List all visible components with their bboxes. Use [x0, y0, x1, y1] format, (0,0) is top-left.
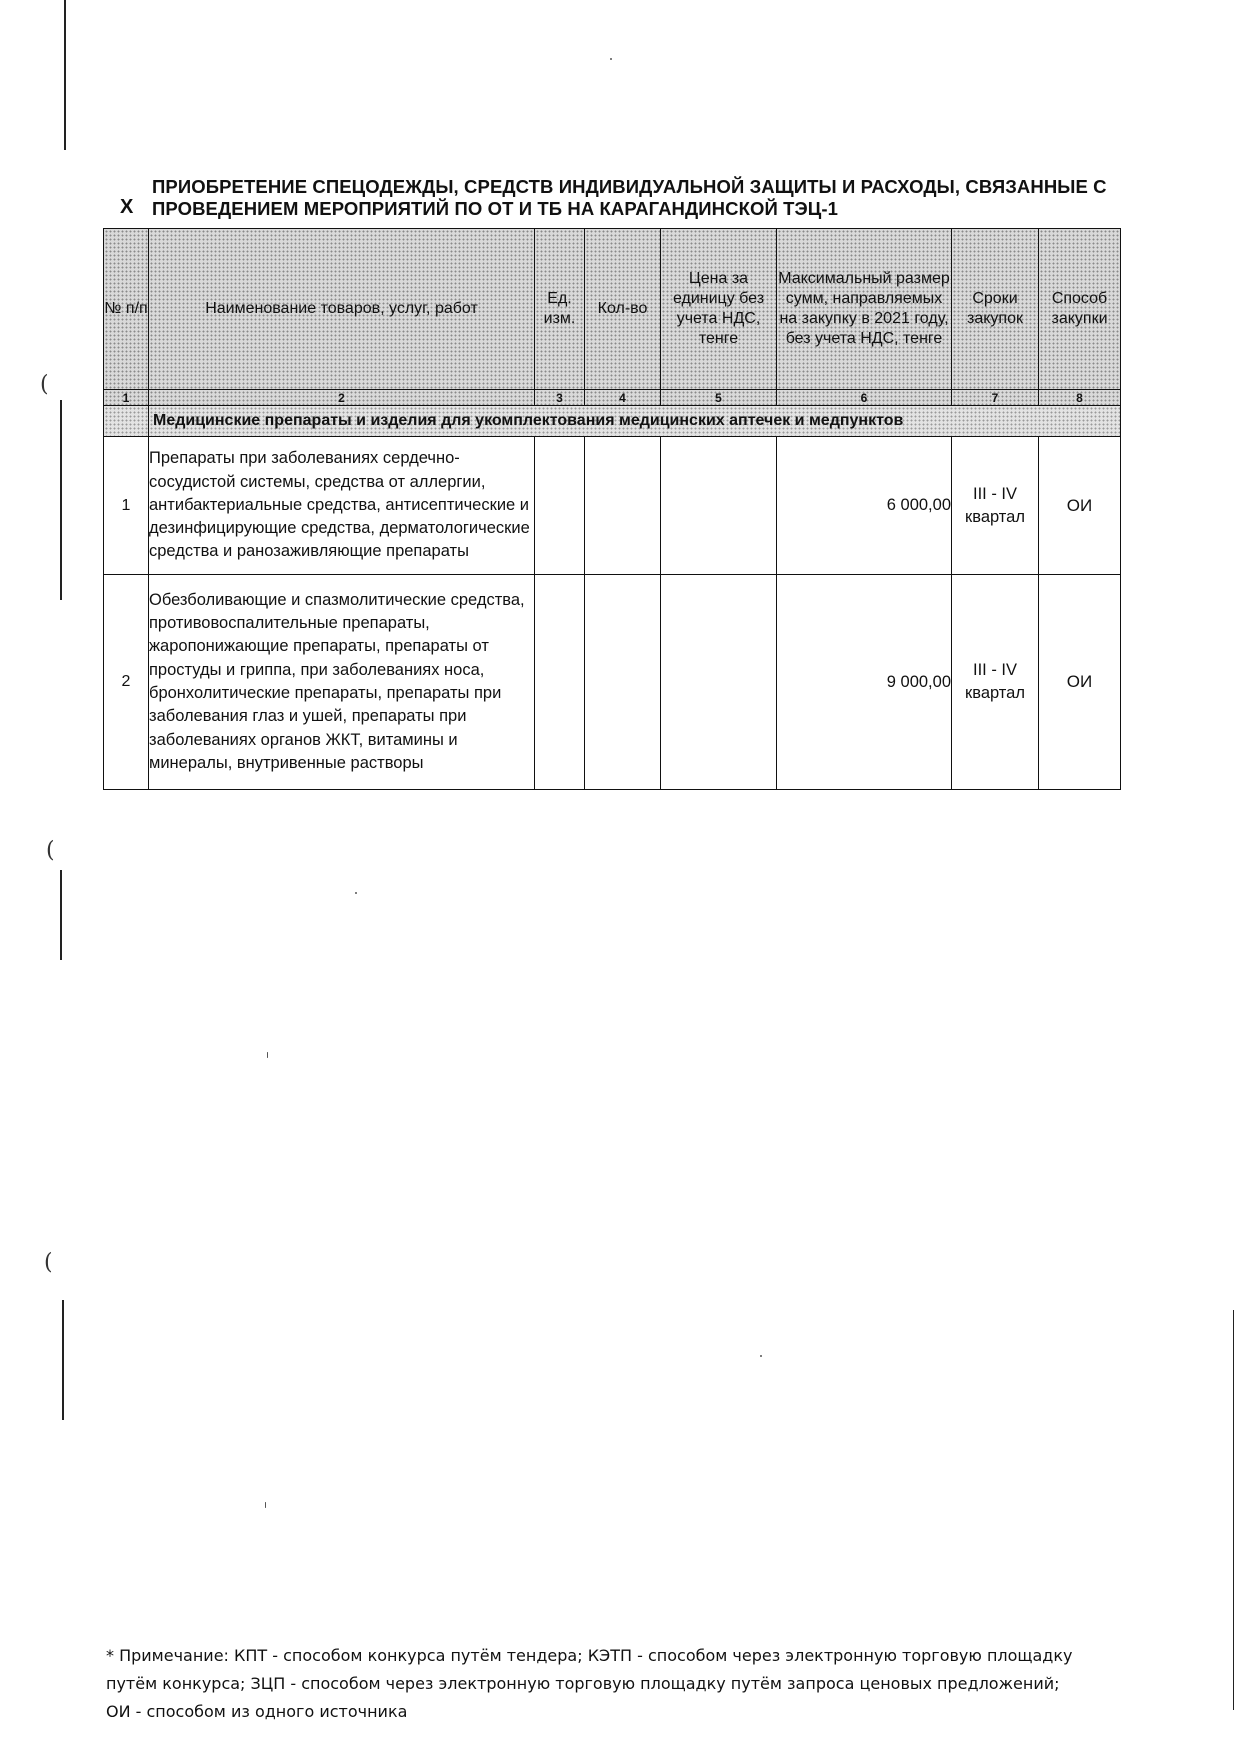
header-cell-terms: Сроки закупок [952, 229, 1039, 390]
scan-speck [267, 1052, 268, 1058]
column-number-row [104, 390, 1121, 406]
scan-speck [355, 892, 357, 894]
item-unit [535, 575, 585, 790]
item-term [952, 437, 1039, 575]
header-cell-unit: Ед. изм. [535, 229, 585, 390]
item-quantity [585, 437, 661, 575]
footnote-line-1: * Примечание: КПТ - способом конкурса путём тендера; КЭТП - способом через электронную торговую площадку [106, 1646, 1073, 1665]
item-method: ОИ [1039, 575, 1121, 790]
item-amount: 6 000,00 [777, 437, 952, 575]
category-label: Медицинские препараты и изделия для укомплектования медицинских аптечек и медпунктов [149, 406, 1121, 437]
header-cell-quantity: Кол-во [585, 229, 661, 390]
column-number: 4 [585, 390, 661, 406]
footnote-line-2: путём конкурса; ЗЦП - способом через электронную торговую площадку путём запроса ценовых предложений; [106, 1674, 1060, 1693]
column-number: 1 [104, 390, 149, 406]
category-row [104, 406, 1121, 437]
footnote [106, 1642, 1126, 1726]
scan-edge-line-right [1233, 1310, 1234, 1710]
scan-edge-line-mid [60, 870, 62, 960]
item-price [661, 437, 777, 575]
punch-hole-mark: ( [40, 372, 49, 397]
section-title-line-2: ПРОВЕДЕНИЕМ МЕРОПРИЯТИЙ ПО ОТ И ТБ НА КАРАГАНДИНСКОЙ ТЭЦ-1 [152, 198, 839, 219]
table-row [104, 437, 1121, 575]
column-number: 3 [535, 390, 585, 406]
header-cell-number: № п/п [104, 229, 149, 390]
row-number: 1 [104, 437, 149, 575]
item-term [952, 575, 1039, 790]
scan-speck [610, 58, 612, 60]
scan-speck [760, 1355, 762, 1357]
item-term-unit: квартал [965, 684, 1025, 702]
section-number: X [120, 196, 134, 218]
column-number: 5 [661, 390, 777, 406]
item-term-period: III - IV [972, 484, 1017, 503]
scan-edge-line-top [64, 0, 66, 150]
item-amount: 9 000,00 [777, 575, 952, 790]
section-title [152, 176, 1112, 220]
header-cell-name: Наименование товаров, услуг, работ [149, 229, 535, 390]
scan-edge-line-lower [62, 1300, 64, 1420]
column-number: 6 [777, 390, 952, 406]
item-method: ОИ [1039, 437, 1121, 575]
row-number: 2 [104, 575, 149, 790]
header-cell-max-amount: Максимальный размер сумм, направляемых на закупку в 2021 году, без учета НДС, тенге [777, 229, 952, 390]
item-price [661, 575, 777, 790]
category-blank-cell [104, 406, 149, 437]
item-name: Обезболивающие и спазмолитические средства, противовоспалительные препараты, жаропонижающие препараты, препараты от простуды и гриппа, при заболеваниях носа, бронхолитические препараты, препараты при заболевания глаз и ушей, препараты при заболеваниях органов ЖКТ, витамины и минералы, внутривенные растворы [149, 575, 535, 790]
punch-hole-mark: ( [44, 1250, 53, 1275]
header-cell-price: Цена за единицу без учета НДС, тенге [661, 229, 777, 390]
item-name: Препараты при заболеваниях сердечно-сосудистой системы, средства от аллергии, антибактериальные средства, антисептические и дезинфицирующие средства, дерматологические средства и ранозаживляющие препараты [149, 437, 535, 575]
footnote-line-3: ОИ - способом из одного источника [106, 1702, 408, 1721]
table-row [104, 575, 1121, 790]
column-number: 7 [952, 390, 1039, 406]
item-unit [535, 437, 585, 575]
column-number: 8 [1039, 390, 1121, 406]
section-title-line-1: ПРИОБРЕТЕНИЕ СПЕЦОДЕЖДЫ, СРЕДСТВ ИНДИВИДУАЛЬНОЙ ЗАЩИТЫ И РАСХОДЫ, СВЯЗАННЫЕ С [152, 176, 1107, 197]
column-number: 2 [149, 390, 535, 406]
header-cell-method: Способ закупки [1039, 229, 1121, 390]
item-quantity [585, 575, 661, 790]
item-term-unit: квартал [965, 507, 1025, 526]
table-header-row [104, 229, 1121, 390]
item-term-period: III - IV [972, 661, 1017, 679]
scan-edge-line-upper [60, 400, 62, 600]
procurement-table [103, 228, 1121, 790]
scan-speck [265, 1502, 266, 1508]
punch-hole-mark: ( [46, 838, 55, 863]
